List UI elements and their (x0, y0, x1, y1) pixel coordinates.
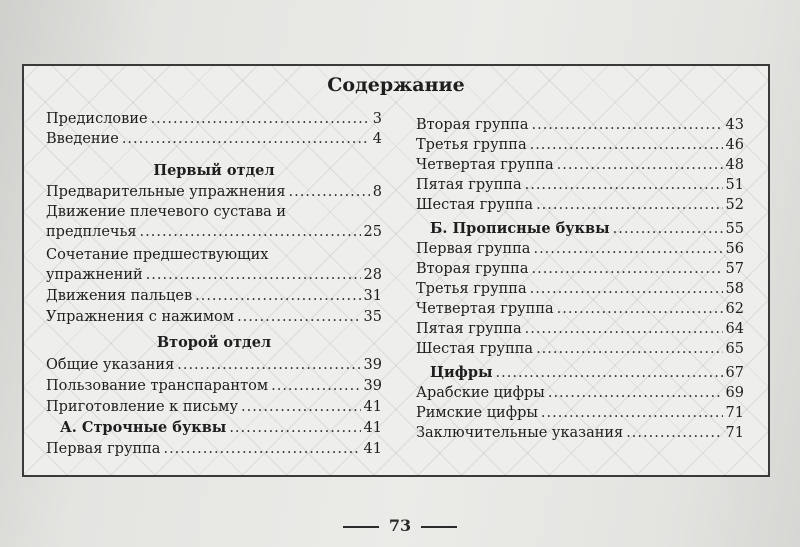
toc-entry-label: Пользование транспарантом (46, 378, 269, 394)
toc-leader-dots (530, 136, 723, 154)
toc-entry-page: 41 (363, 420, 382, 436)
toc-entry-label: Упражнения с нажимом (46, 309, 235, 325)
toc-entry (416, 240, 744, 258)
toc-entry-label: Б. Прописные буквы (430, 220, 610, 237)
toc-entry (46, 110, 382, 128)
page-title: Содержание (327, 74, 465, 96)
toc-entry-label: Арабские цифры (416, 385, 545, 401)
toc-leader-dots (271, 377, 360, 395)
section-heading: Второй отдел (156, 334, 272, 351)
toc-entry-page: 51 (725, 177, 744, 193)
toc-entry-page: 3 (372, 111, 382, 127)
toc-leader-dots (626, 424, 722, 442)
toc-entry-page: 62 (725, 301, 744, 317)
toc-entry-page: 69 (725, 385, 744, 401)
toc-entry-label: Третья группа (416, 137, 527, 153)
toc-entry-label: Первая группа (416, 241, 531, 257)
toc-entry-page: 43 (725, 117, 744, 133)
toc-entry-label-line: Сочетание предшествующих (46, 247, 269, 263)
toc-entry (416, 300, 744, 318)
toc-entry-label: упражнений (46, 267, 143, 283)
toc-entry (416, 320, 744, 338)
toc-leader-dots (557, 300, 723, 318)
toc-entry-label: Цифры (430, 364, 493, 381)
toc-entry-label: Общие указания (46, 357, 175, 373)
toc-entry-label: Первая группа (46, 441, 161, 457)
toc-leader-dots (531, 116, 722, 134)
toc-leader-dots (613, 220, 723, 238)
toc-subsection (416, 364, 744, 382)
toc-entry (416, 136, 744, 154)
toc-entry-label: Шестая группа (416, 197, 534, 213)
toc-leader-dots (146, 266, 361, 284)
toc-leader-dots (229, 419, 360, 437)
toc-leader-dots (548, 384, 723, 402)
toc-entry (46, 398, 382, 416)
toc-entry-label: Четвертая группа (416, 301, 554, 317)
toc-entry (416, 196, 744, 214)
toc-entry-page: 25 (363, 224, 382, 240)
toc-subsection (416, 220, 744, 238)
toc-entry-label: Римские цифры (416, 405, 538, 421)
toc-entry-page: 39 (363, 357, 382, 373)
toc-leader-dots (496, 364, 723, 382)
toc-leader-dots (151, 110, 370, 128)
toc-leader-dots (288, 183, 369, 201)
toc-leader-dots (177, 356, 360, 374)
page-number: 73 (388, 516, 412, 535)
toc-leader-dots (531, 260, 722, 278)
toc-entry-label: А. Строчные буквы (60, 419, 227, 436)
toc-subsection (46, 419, 382, 437)
toc-entry (46, 223, 382, 241)
toc-entry (46, 183, 382, 201)
toc-entry (416, 340, 744, 358)
toc-leader-dots (536, 340, 722, 358)
toc-entry-page: 65 (725, 341, 744, 357)
page-footer (0, 516, 800, 535)
toc-entry-page: 48 (725, 157, 744, 173)
toc-leader-dots (525, 176, 723, 194)
toc-entry-page: 67 (725, 365, 744, 381)
toc-entry-page: 55 (725, 221, 744, 237)
toc-leader-dots (557, 156, 723, 174)
toc-entry-label-line: Движение плечевого сустава и (46, 204, 287, 220)
toc-leader-dots (140, 223, 361, 241)
toc-entry (416, 404, 744, 422)
toc-entry-label: Вторая группа (416, 117, 529, 133)
toc-entry-label: Третья группа (416, 281, 527, 297)
toc-entry (416, 384, 744, 402)
toc-leader-dots (122, 130, 370, 148)
toc-entry-label: Шестая группа (416, 341, 534, 357)
toc-leader-dots (237, 308, 360, 326)
toc-entry-label: Движения пальцев (46, 288, 193, 304)
toc-entry-label: Предисловие (46, 111, 148, 127)
toc-entry-page: 52 (725, 197, 744, 213)
toc-entry-page: 8 (372, 184, 382, 200)
toc-entry-page: 4 (372, 131, 382, 147)
footer-dash (421, 526, 457, 528)
toc-entry-label: Предварительные упражнения (46, 184, 286, 200)
footer-dash (343, 526, 379, 528)
toc-entry-page: 41 (363, 399, 382, 415)
toc-leader-dots (536, 196, 722, 214)
toc-entry-label: Четвертая группа (416, 157, 554, 173)
toc-entry (416, 156, 744, 174)
toc-leader-dots (525, 320, 723, 338)
contents-frame (22, 64, 770, 477)
toc-entry-page: 35 (363, 309, 382, 325)
toc-entry-page: 71 (725, 405, 744, 421)
toc-entry (46, 377, 382, 395)
toc-entry (46, 440, 382, 458)
toc-entry-page: 28 (363, 267, 382, 283)
toc-entry (46, 356, 382, 374)
toc-entry-label: Приготовление к письму (46, 399, 238, 415)
toc-entry-page: 64 (725, 321, 744, 337)
toc-entry (46, 266, 382, 284)
toc-entry-page: 39 (363, 378, 382, 394)
toc-leader-dots (541, 404, 723, 422)
toc-entry (416, 176, 744, 194)
section-heading: Первый отдел (153, 162, 275, 179)
toc-entry (46, 287, 382, 305)
toc-entry-page: 57 (725, 261, 744, 277)
toc-leader-dots (533, 240, 722, 258)
toc-leader-dots (195, 287, 360, 305)
toc-entry-page: 71 (725, 425, 744, 441)
toc-entry-label: предплечья (46, 224, 137, 240)
toc-entry-page: 58 (725, 281, 744, 297)
toc-entry-label: Введение (46, 131, 119, 147)
toc-entry (46, 308, 382, 326)
toc-entry-label: Вторая группа (416, 261, 529, 277)
toc-entry (46, 130, 382, 148)
toc-entry-label: Пятая группа (416, 177, 522, 193)
toc-entry-page: 46 (725, 137, 744, 153)
toc-entry-page: 56 (725, 241, 744, 257)
toc-entry (416, 424, 744, 442)
toc-leader-dots (530, 280, 723, 298)
toc-entry-label: Заключительные указания (416, 425, 624, 441)
toc-entry (416, 280, 744, 298)
toc-entry (416, 116, 744, 134)
toc-leader-dots (163, 440, 360, 458)
toc-entry (416, 260, 744, 278)
toc-leader-dots (241, 398, 361, 416)
toc-entry-page: 31 (363, 288, 382, 304)
toc-entry-page: 41 (363, 441, 382, 457)
toc-entry-label: Пятая группа (416, 321, 522, 337)
